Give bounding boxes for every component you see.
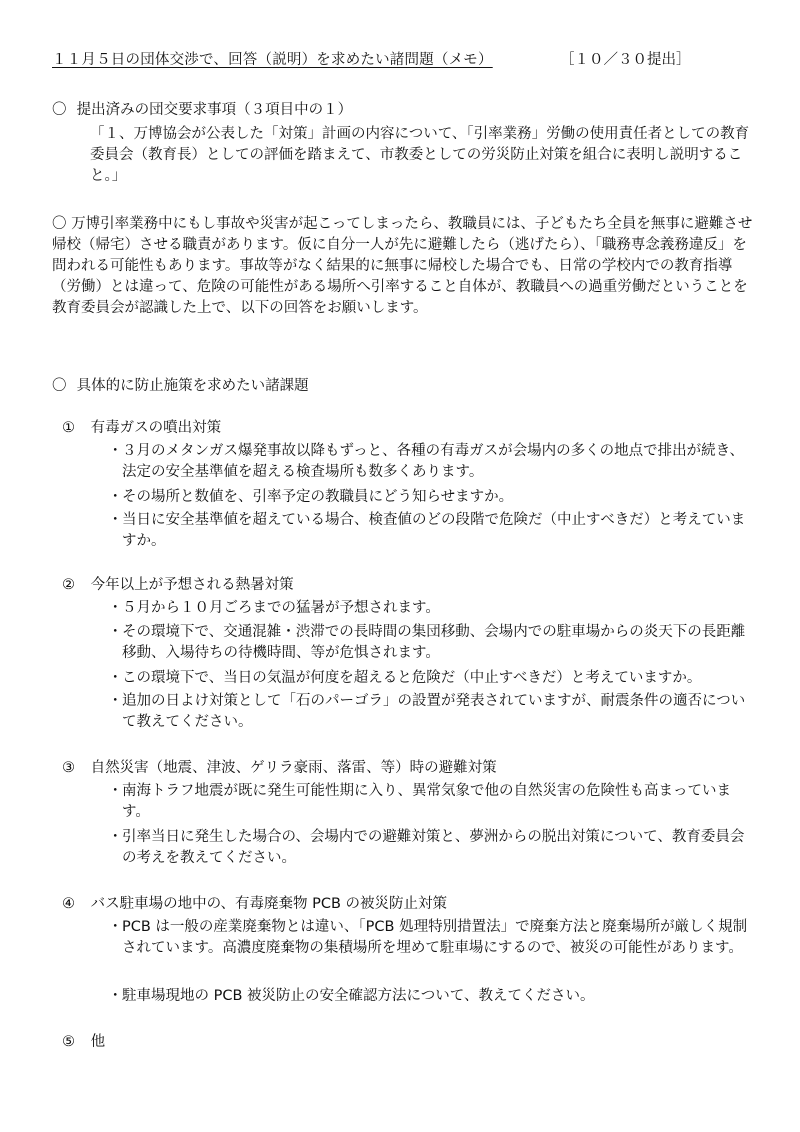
item-number: ② <box>62 577 75 593</box>
bullet-text: ３月のメタンガス爆発事故以降もずっと、各種の有毒ガスが会場内の多くの地点で排出が続き、法定の安全基準値を超える検査場所も数多くあります。 <box>122 443 745 480</box>
bullet-mark: ・ <box>108 600 123 616</box>
bullet-mark: ・ <box>108 919 123 935</box>
bullet-mark: ・ <box>108 693 123 709</box>
section-heading: 具体的に防止施策を求めたい諸課題 <box>76 378 309 394</box>
section-marker: 〇 <box>52 102 67 118</box>
bullet-text: 駐車場現地の PCB 被災防止の安全確認方法について、教えてください。 <box>122 988 595 1004</box>
bullet-mark: ・ <box>108 670 123 686</box>
section-heading: 提出済みの団交要求事項（３項目中の１） <box>76 102 353 118</box>
bullet-item <box>108 668 754 689</box>
bullet-text: その場所と数値を、引率予定の教職員にどう知らせますか。 <box>122 489 514 505</box>
issue-item-pcb <box>62 894 752 915</box>
bullet-item <box>108 487 754 508</box>
submission-date: ［１０／３０提出］ <box>560 52 691 68</box>
bullet-mark: ・ <box>108 443 123 459</box>
item-title: 自然災害（地震、津波、ゲリラ豪雨、落雷、等）時の避難対策 <box>90 760 497 776</box>
bullet-mark: ・ <box>108 829 123 845</box>
item-title: バス駐車場の地中の、有毒廃棄物 PCB の被災防止対策 <box>90 896 448 912</box>
bullet-text: PCB は一般の産業廃棄物とは違い、「PCB 処理特別措置法」で廃棄方法と廃棄場所が厳しく規制されています。高濃度廃棄物の集積場所を埋めて駐車場にするので、被災の可能性があります。 <box>122 919 748 956</box>
section-submitted-demand <box>52 100 752 121</box>
section-issues <box>52 376 752 397</box>
section-background <box>52 214 758 319</box>
document-title: １１月５日の団体交渉で、回答（説明）を求めたい諸問題（メモ） <box>52 52 493 68</box>
item-title: 今年以上が予想される熱暑対策 <box>90 577 294 593</box>
item-number: ④ <box>62 896 75 912</box>
bullet-item <box>108 781 754 823</box>
bullet-text: 当日に安全基準値を超えている場合、検査値のどの段階で危険だ（中止すべきだ）と考えていますか。 <box>122 512 746 549</box>
issue-item-natural-disaster <box>62 758 752 779</box>
section-marker: 〇 <box>52 216 67 232</box>
bullet-mark: ・ <box>108 512 123 528</box>
bullet-text: 引率当日に発生した場合の、会場内での避難対策と、夢洲からの脱出対策について、教育委員会の考えを教えてください。 <box>122 829 745 866</box>
bullet-item <box>108 691 754 733</box>
bullet-text: 南海トラフ地震が既に発生可能性期に入り、異常気象で他の自然災害の危険性も高まっています。 <box>122 783 731 820</box>
bullet-mark: ・ <box>108 988 123 1004</box>
section-marker: 〇 <box>52 378 67 394</box>
bullet-item <box>108 622 754 664</box>
issue-item-heat <box>62 575 752 596</box>
header <box>52 50 752 71</box>
bullet-item <box>108 598 754 619</box>
item-title: 有毒ガスの噴出対策 <box>90 420 222 436</box>
bullet-mark: ・ <box>108 489 123 505</box>
bullet-item <box>108 510 754 552</box>
bullet-text: 追加の日よけ対策として「石のパーゴラ」の設置が発表されていますが、耐震条件の適否について教えてください。 <box>122 693 746 730</box>
bullet-mark: ・ <box>108 624 123 640</box>
bullet-text: その環境下で、交通混雑・渋滞での長時間の集団移動、会場内での駐車場からの炎天下の長距離移動、入場待ちの待機時間、等が危惧されます。 <box>122 624 746 661</box>
issue-item-toxic-gas <box>62 418 752 439</box>
bullet-text: ５月から１０月ごろまでの猛暑が予想されます。 <box>122 600 440 616</box>
item-title: 他 <box>90 1034 106 1050</box>
bullet-mark: ・ <box>108 783 123 799</box>
bullet-item <box>108 441 754 483</box>
issue-item-other <box>62 1032 752 1053</box>
background-text: 万博引率業務中にもし事故や災害が起こってしまったら、教職員には、子どもたち全員を無事に避難させ帰校（帰宅）させる職責があります。仮に自分一人が先に避難したら（逃げたら）、「職務専念義務違反」を問われる可能性もあります。事故等がなく結果的に無事に帰校した場合でも、日常の学校内での教育指導（労働）とは違って、危険の可能性がある場所へ引率すること自体が、教職員への過重労働だということを教育委員会が認識した上で、以下の回答をお願いします。 <box>52 216 753 316</box>
bullet-item <box>108 827 754 869</box>
demand-quote: 「１、万博協会が公表した「対策」計画の内容について、「引率業務」労働の使用責任者としての教育委員会（教育長）としての評価を踏まえて、市教委としての労災防止対策を組合に表明し説明すること。」 <box>90 126 750 184</box>
item-number: ① <box>62 420 75 436</box>
item-number: ⑤ <box>62 1034 75 1050</box>
bullet-item <box>108 986 754 1007</box>
item-number: ③ <box>62 760 75 776</box>
bullet-text: この環境下で、当日の気温が何度を超えると危険だ（中止すべきだ）と考えていますか。 <box>122 670 702 686</box>
bullet-item <box>108 917 754 959</box>
